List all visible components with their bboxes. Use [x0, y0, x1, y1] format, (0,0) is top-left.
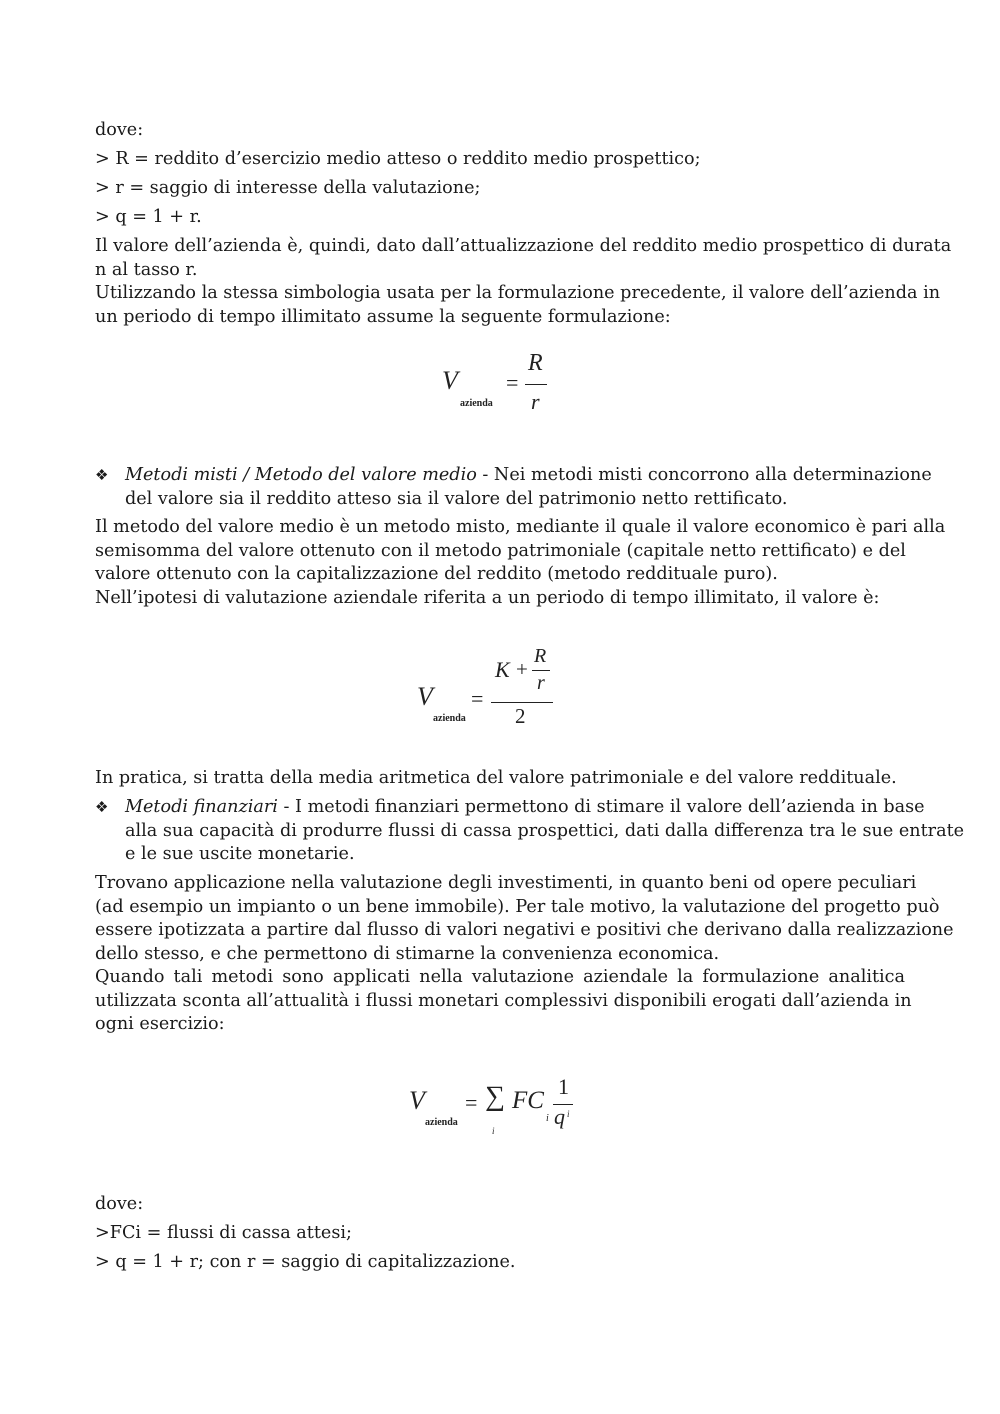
bullet-text: - Nei metodi misti concorrono alla determinazione	[476, 465, 932, 485]
text-line: In pratica, si tratta della media aritmetica del valore patrimoniale e del valore reddituale.	[95, 768, 897, 788]
formula-value-unlimited: V azienda = R r	[440, 352, 560, 422]
text-line: del valore sia il reddito atteso sia il valore del patrimonio netto rettificato.	[125, 489, 788, 509]
text-line: > q = 1 + r; con r = saggio di capitalizzazione.	[95, 1252, 516, 1272]
text-line: Il valore dell’azienda è, quindi, dato dall’attualizzazione del reddito medio prospettico di durata	[95, 236, 952, 256]
bullet-title: Metodi misti / Metodo del valore medio	[125, 465, 477, 485]
text-line: Trovano applicazione nella valutazione degli investimenti, in quanto beni od opere peculiari	[95, 873, 917, 893]
bullet-icon: ❖	[95, 466, 109, 484]
fraction-bar	[491, 702, 553, 703]
text-line: dove:	[95, 120, 144, 140]
text-line: n al tasso r.	[95, 260, 198, 280]
text-line: e le sue uscite monetarie.	[125, 844, 355, 864]
text-line: Il metodo del valore medio è un metodo misto, mediante il quale il valore economico è pari alla	[95, 517, 946, 537]
text-line: valore ottenuto con la capitalizzazione del reddito (metodo reddituale puro).	[95, 564, 778, 584]
text-line: Utilizzando la stessa simbologia usata per la formulazione precedente, il valore dell’azienda in	[95, 283, 941, 303]
text-line: Nell’ipotesi di valutazione aziendale riferita a un periodo di tempo illimitato, il valore è:	[95, 588, 880, 608]
fraction-bar	[525, 384, 547, 385]
text-line: semisomma del valore ottenuto con il metodo patrimoniale (capitale netto rettificato) e del	[95, 541, 906, 561]
text-line: alla sua capacità di produrre flussi di cassa prospettici, dati dalla differenza tra le sue entrate	[125, 821, 965, 841]
bullet-title: Metodi finanziari	[125, 797, 278, 817]
fraction-bar	[532, 670, 550, 671]
text-line: > q = 1 + r.	[95, 207, 202, 227]
text-line: un periodo di tempo illimitato assume la seguente formulazione:	[95, 307, 671, 327]
bullet-icon: ❖	[95, 798, 109, 816]
text-line: ogni esercizio:	[95, 1014, 225, 1034]
text-line: dove:	[95, 1194, 144, 1214]
text-line: (ad esempio un impianto o un bene immobile). Per tale motivo, la valutazione del progetto può	[95, 897, 940, 917]
text-line: essere ipotizzata a partire dal flusso di valori negativi e positivi che derivano dalla realizzazione	[95, 920, 954, 940]
bullet-text: - I metodi finanziari permettono di stimare il valore dell’azienda in base	[277, 797, 925, 817]
text-line: Quando tali metodi sono applicati nella valutazione aziendale la formulazione analitica	[95, 967, 905, 987]
text-line: utilizzata sconta all’attualità i flussi monetari complessivi disponibili erogati dall’azienda in	[95, 991, 912, 1011]
text-line: >FCi = flussi di cassa attesi;	[95, 1223, 352, 1243]
text-line: > r = saggio di interesse della valutazione;	[95, 178, 481, 198]
text-line: > R = reddito d’esercizio medio atteso o reddito medio prospettico;	[95, 149, 701, 169]
formula-cash-flows: V azienda = ∑ i FC i 1 q i	[405, 1075, 585, 1145]
formula-mean-value: V azienda = K + R r 2	[415, 645, 575, 735]
text-line: dello stesso, e che permettono di stimarne la convenienza economica.	[95, 944, 720, 964]
